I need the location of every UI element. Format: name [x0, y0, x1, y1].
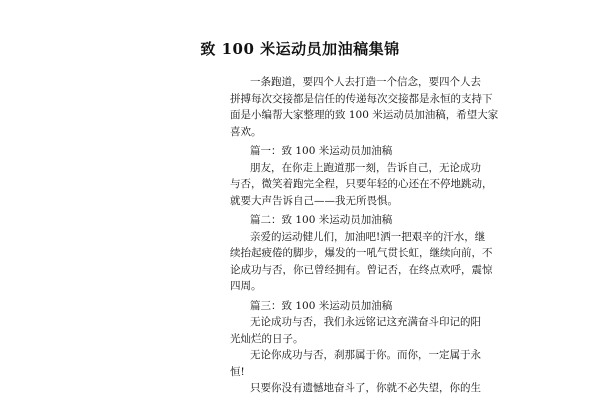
section-heading: 篇二：致 100 米运动员加油稿 [250, 214, 393, 226]
document-body [230, 74, 499, 397]
document-title: 致 100 米运动员加油稿集锦 [200, 40, 400, 58]
paragraph-line: 喜欢。 [230, 125, 262, 138]
paragraph-line: 就要大声告诉自己——我无所畏惧。 [230, 194, 398, 207]
paragraph-line: 续抬起疲倦的脚步，爆发的一吼气贯长虹，继续向前，不 [230, 247, 493, 259]
section-heading: 篇三：致 100 米运动员加油稿 [250, 299, 393, 312]
paragraph-line: 面是小编帮大家整理的致 100 米运动员加油稿，希望大家 [230, 109, 499, 121]
paragraph-line: 只要你没有遗憾地奋斗了，你就不必失望，你的生 [250, 382, 481, 394]
paragraph-line: 亲爱的运动健儿们，加油吧!洒一把艰辛的汗水，继 [250, 230, 486, 243]
section-heading: 篇一：致 100 米运动员加油稿 [250, 145, 393, 157]
paragraph-line: 一条跑道，要四个人去打造一个信念，要四个人去 [250, 76, 481, 88]
paragraph-line: 光灿烂的日子。 [230, 332, 304, 345]
paragraph-line: 与否，微笑着跑完全程，只要年轻的心还在不停地跳动， [230, 178, 493, 190]
paragraph-line: 四周。 [230, 280, 262, 292]
paragraph-line: 无论成功与否，我们永远铭记这充满奋斗印记的阳 [250, 316, 481, 328]
paragraph-line: 无论你成功与否，刹那属于你。而你，一定属于永 [250, 349, 481, 361]
paragraph-line: 论成功与否，你已曾经拥有。曾记否，在终点欢呼，震惊 [230, 263, 493, 276]
paragraph-line: 朋友，在你走上跑道那一刻，告诉自己，无论成功 [250, 161, 481, 174]
paragraph-line: 拼搏每次交接都是信任的传递每次交接都是永恒的支持下 [230, 92, 493, 105]
paragraph-line: 恒! [230, 365, 245, 378]
